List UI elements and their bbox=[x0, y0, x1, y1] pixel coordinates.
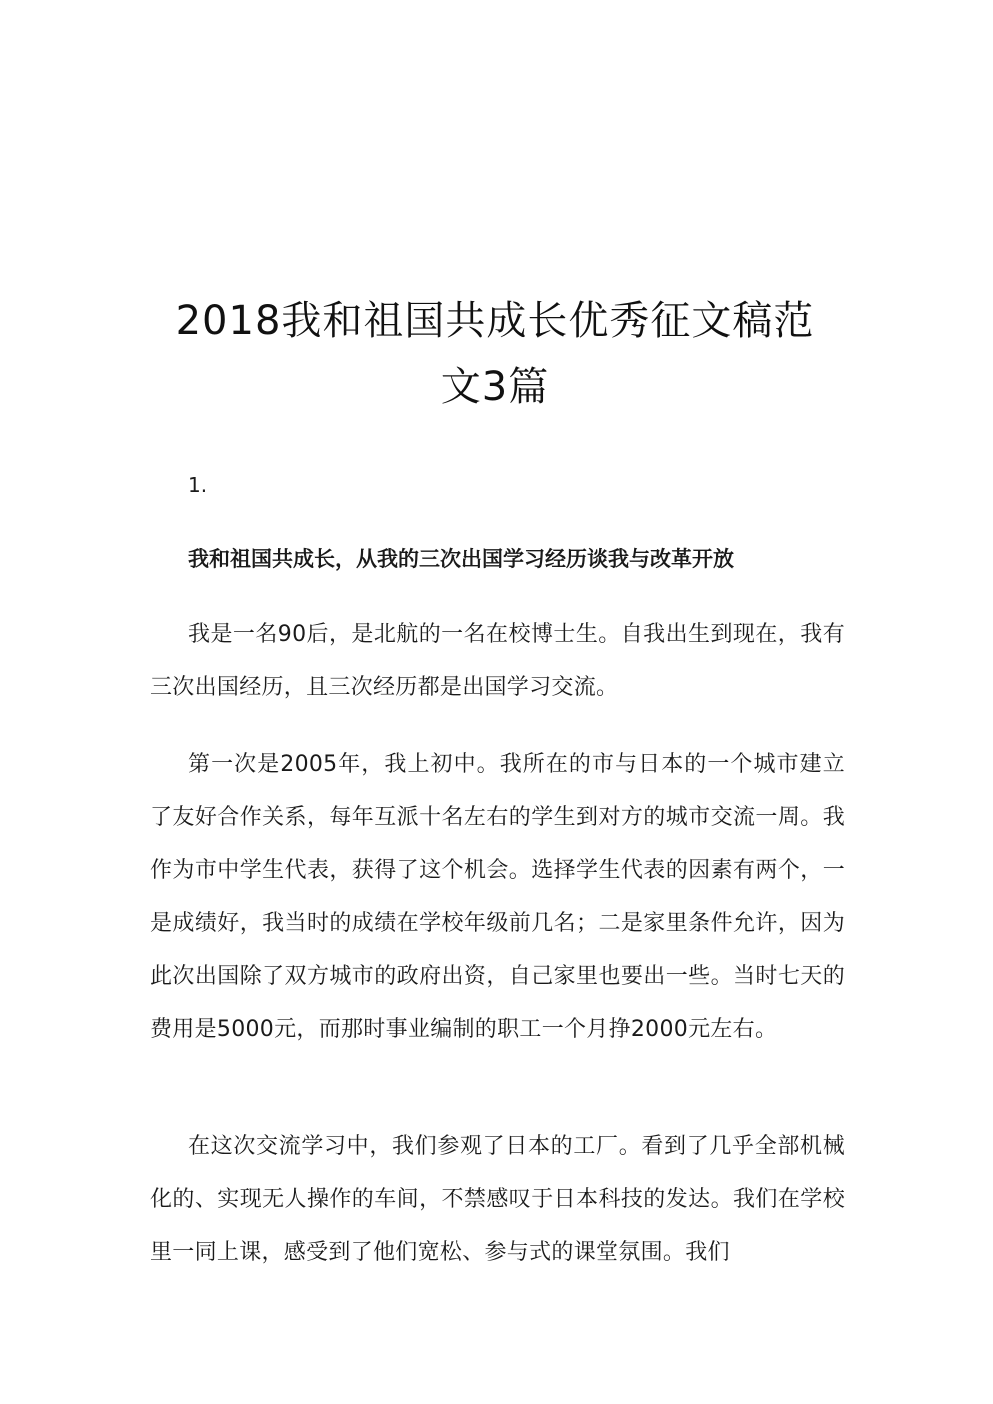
paragraph-3: 在这次交流学习中，我们参观了日本的工厂。看到了几乎全部机械化的、实现无人操作的车间，不禁感叹于日本科技的发达。我们在学校里一同上课，感受到了他们宽松、参与式的课堂氛围。我们 bbox=[150, 1134, 845, 1265]
section-number: 1. bbox=[188, 473, 208, 497]
paragraph-2: 第一次是2005年，我上初中。我所在的市与日本的一个城市建立了友好合作关系，每年互派十名左右的学生到对方的城市交流一周。我作为市中学生代表，获得了这个机会。选择学生代表的因素有两个，一是成绩好，我当时的成绩在学校年级前几名；二是家里条件允许，因为此次出国除了双方城市的政府出资，自己家里也要出一些。当时七天的费用是5000元，而那时事业编制的职工一个月挣2000元左右。 bbox=[150, 752, 845, 1042]
document-title bbox=[150, 288, 840, 420]
paragraph-1: 我是一名90后，是北航的一名在校博士生。自我出生到现在，我有三次出国经历，且三次经历都是出国学习交流。 bbox=[150, 622, 845, 700]
section-subtitle: 我和祖国共成长，从我的三次出国学习经历谈我与改革开放 bbox=[188, 547, 734, 571]
title-line-2: 文3篇 bbox=[440, 364, 550, 410]
title-line-1: 2018我和祖国共成长优秀征文稿范 bbox=[175, 298, 815, 344]
